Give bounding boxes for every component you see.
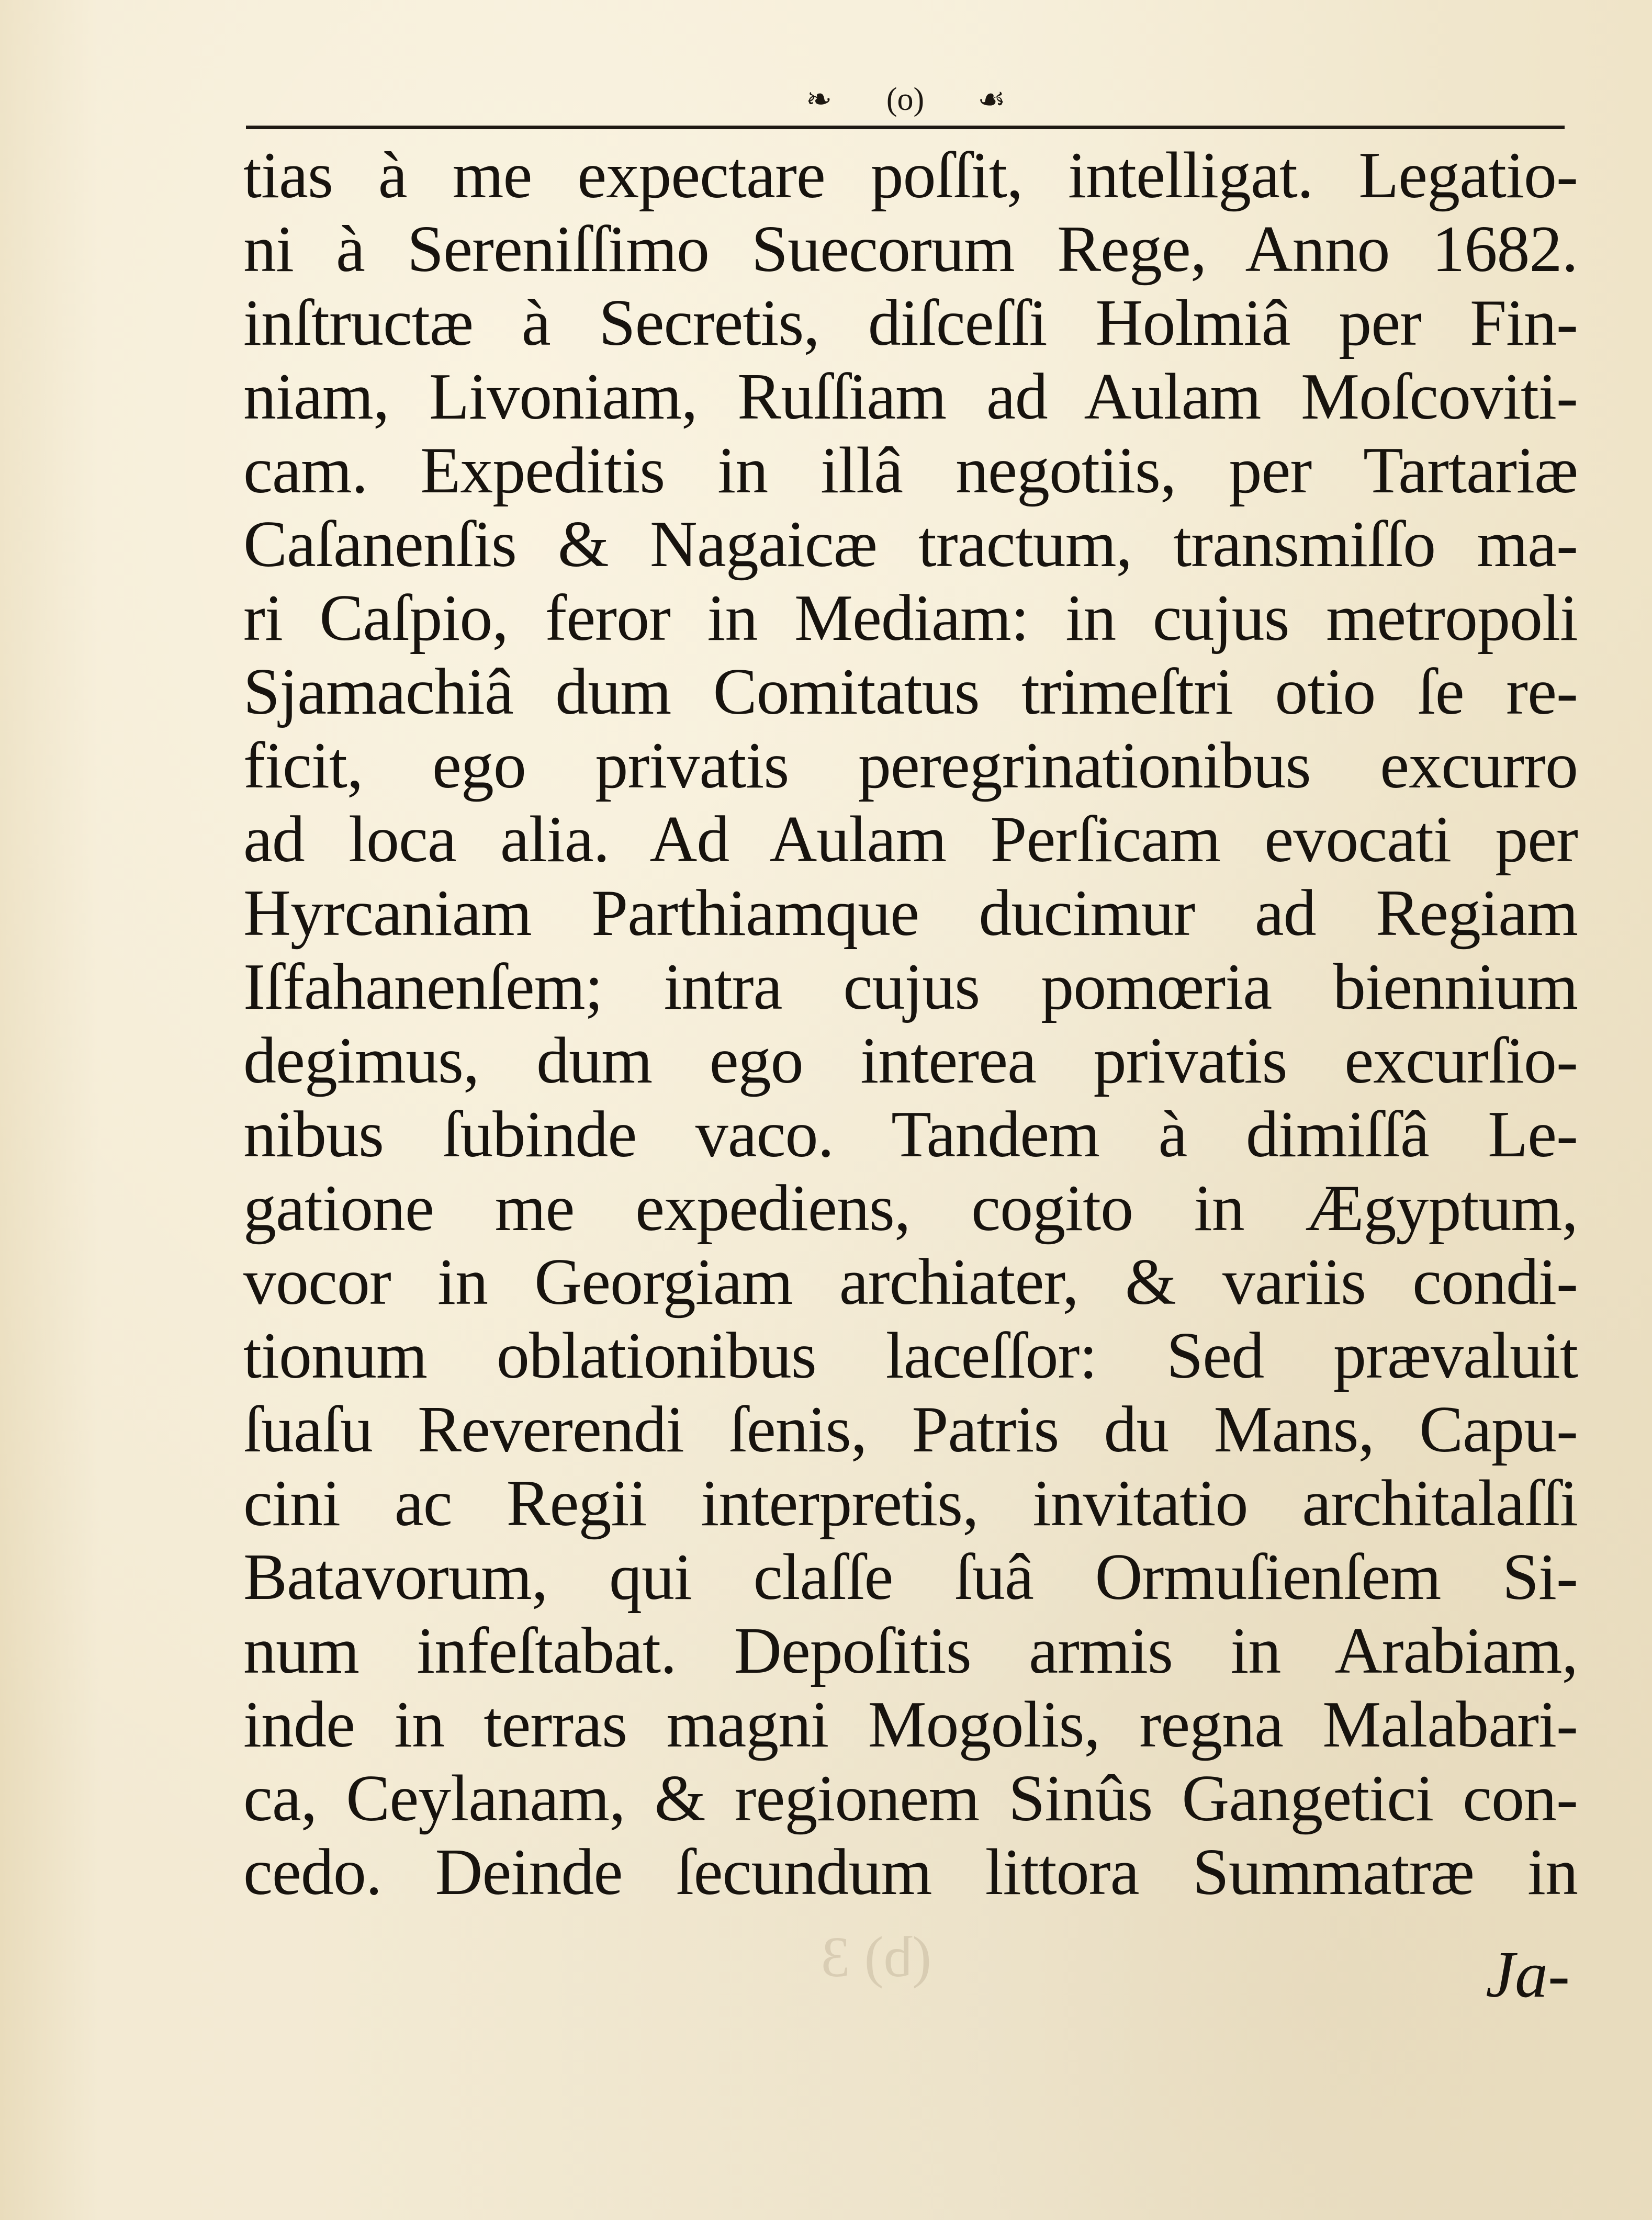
text-line: Caſanenſis & Nagaicæ tractum, transmiſſo ma-	[243, 508, 1578, 581]
text-line: Batavorum, qui claſſe ſuâ Ormuſienſem Si-	[243, 1541, 1578, 1614]
text-line: ni à Sereniſſimo Suecorum Rege, Anno 1682.	[243, 213, 1578, 286]
catchword: Ja-	[1486, 1939, 1570, 2011]
page-signature: (o)	[886, 82, 925, 117]
fleuron-right-icon: ☙	[977, 81, 1006, 118]
text-line: nibus ſubinde vaco. Tandem à dimiſſâ Le-	[243, 1098, 1578, 1171]
bleed-through-text: (b) 3	[821, 1925, 931, 1989]
text-line: vocor in Georgiam archiater, & variis condi-	[243, 1246, 1578, 1319]
text-line: inſtructæ à Secretis, diſceſſi Holmiâ per Fin-	[243, 287, 1578, 359]
text-line: tias à me expectare poſſit, intelligat. Legatio-	[243, 139, 1578, 212]
text-line: cini ac Regii interpretis, invitatio architalaſſi	[243, 1467, 1578, 1540]
fleuron-left-icon: ❧	[805, 81, 833, 118]
text-line: Sjamachiâ dum Comitatus trimeſtri otio ſe re-	[243, 656, 1578, 728]
text-line: cedo. Deinde ſecundum littora Summatræ in	[243, 1836, 1578, 1909]
text-line: ficit, ego privatis peregrinationibus excurro	[243, 729, 1578, 802]
text-line: ſuaſu Reverendi ſenis, Patris du Mans, Capu-	[243, 1393, 1578, 1466]
text-line: niam, Livoniam, Ruſſiam ad Aulam Moſcoviti-	[243, 360, 1578, 433]
text-line: Iſfahanenſem; intra cujus pomœria biennium	[243, 951, 1578, 1023]
text-line: ad loca alia. Ad Aulam Perſicam evocati per	[243, 803, 1578, 876]
text-line: inde in terras magni Mogolis, regna Malabari-	[243, 1688, 1578, 1761]
text-line: Hyrcaniam Parthiamque ducimur ad Regiam	[243, 877, 1578, 950]
text-line: gatione me expediens, cogito in Ægyptum,	[243, 1172, 1578, 1245]
header-rule	[246, 126, 1565, 129]
body-text	[243, 139, 1578, 1909]
text-line: cam. Expeditis in illâ negotiis, per Tartariæ	[243, 434, 1578, 507]
text-line: ri Caſpio, feror in Mediam: in cujus metropoli	[243, 582, 1578, 655]
page-header	[246, 81, 1565, 123]
text-line: degimus, dum ego interea privatis excurſio-	[243, 1024, 1578, 1097]
text-line: ca, Ceylanam, & regionem Sinûs Gangetici con-	[243, 1762, 1578, 1835]
text-line: tionum oblationibus laceſſor: Sed prævaluit	[243, 1320, 1578, 1392]
text-line: num infeſtabat. Depoſitis armis in Arabiam,	[243, 1615, 1578, 1687]
